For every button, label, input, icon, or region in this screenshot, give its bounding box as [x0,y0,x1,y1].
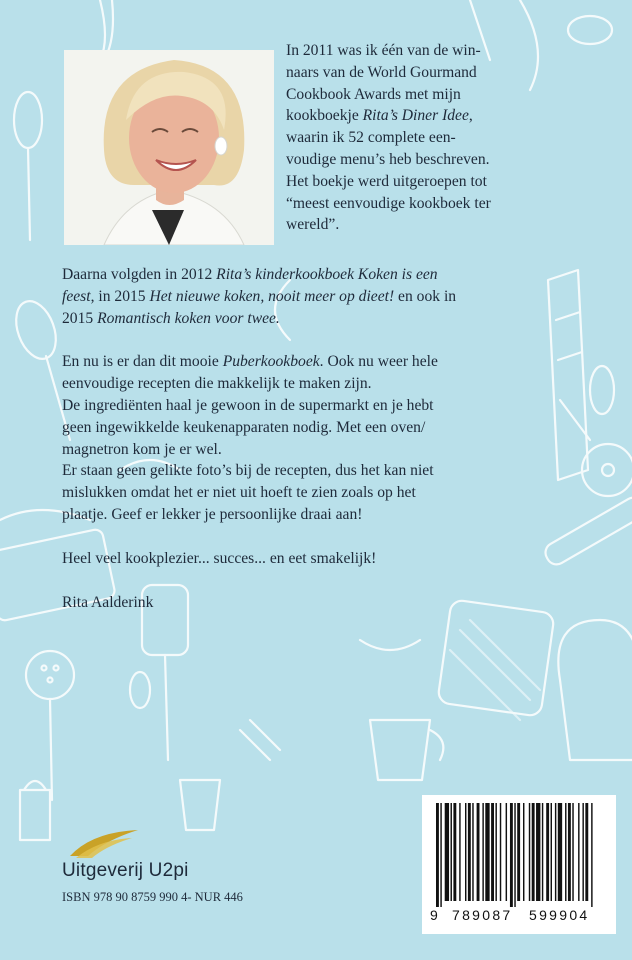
barcode-bar [506,803,507,901]
barcode-bar [459,803,460,901]
body-p2-line: mislukken omdat het er niet uit hoeft te zien zoals op het [62,484,416,502]
barcode-bar [532,803,535,901]
barcode-bar [500,803,501,901]
intro-line: wereld”. [286,216,340,234]
barcode-bar [491,803,494,901]
body-p2-line: magnetron kom je er wel. [62,440,222,458]
author-photo [64,50,274,245]
barcode-bar [440,803,441,907]
barcode-left-group: 789087 [452,907,513,923]
barcode-bar [551,803,552,901]
barcode-bar [591,803,592,907]
publisher-wing-logo [62,826,142,862]
intro-line: waarin ik 52 complete een- [286,129,456,147]
barcode-bar [585,803,588,901]
body-p2-line-1: En nu is er dan dit mooie Puberkookboek. Ook nu weer hele [62,353,438,371]
intro-line: Cookbook Awards met mijn [286,85,461,103]
intro-paragraph [286,40,622,236]
barcode-bar [495,803,496,901]
body-text [62,264,622,613]
intro-line: In 2011 was ik één van de win- [286,42,481,59]
intro-line: kookboekje Rita’s Diner Idee, [286,107,473,125]
intro-line: voudige menu’s heb beschreven. [286,150,490,168]
closing-line: Heel veel kookplezier... succes... en eet smakelijk! [62,549,377,567]
body-p2-line: Er staan geen gelikte foto’s bij de recepten, dus het kan niet [62,462,434,480]
barcode-right-group: 599904 [529,907,590,923]
barcode-bar [542,803,543,901]
barcode-bar [465,803,466,901]
barcode-bar [468,803,471,901]
barcode-bar [477,803,480,901]
barcode-bar [578,803,579,901]
barcode-bar [453,803,456,901]
body-p2-rest [62,373,622,526]
barcode-bar [472,803,473,901]
barcode-bar [485,803,489,901]
barcode-bar [565,803,566,901]
barcode-first-digit: 9 [430,907,439,923]
intro-line: “meest eenvoudige kookboek ter [286,194,491,212]
barcode-bar [514,803,515,907]
intro-line: Het boekje werd uitgeroepen tot [286,172,487,190]
body-p1-line-3: 2015 Romantisch koken voor twee. [62,309,280,327]
body-p2-line: De ingrediënten haal je gewoon in de supermarkt en je hebt [62,396,434,414]
publisher-name: Uitgeverij U2pi [62,860,189,881]
isbn-line: ISBN 978 90 8759 990 4- NUR 446 [62,890,243,904]
barcode-bar [555,803,556,901]
barcode-bar [436,803,439,907]
body-p2-line: geen ingewikkelde keukenapparaten nodig. Met een oven/ [62,418,426,436]
barcode-bar [523,803,524,901]
intro-line: naars van de World Gourmand [286,63,477,81]
barcode-bars [422,795,616,907]
barcode-bar [445,803,449,901]
barcode-bar [536,803,540,901]
barcode-bar [568,803,571,901]
barcode-bar [517,803,520,901]
barcode-bar [572,803,573,901]
barcode-bar [558,803,562,901]
barcode-bar [510,803,513,907]
publisher-logo [62,826,282,886]
body-p1-line-2: feest, in 2015 Het nieuwe koken, nooit meer op dieet! en ook in [62,287,457,305]
barcode-bar [529,803,530,901]
barcode-bar [482,803,483,901]
barcode-bar [451,803,452,901]
body-p1-line-1: Daarna volgden in 2012 Rita’s kinderkookboek Koken is een [62,266,438,283]
barcode-bar [582,803,583,901]
ean-barcode [422,795,616,934]
barcode-bar [546,803,549,901]
body-p2-line: eenvoudige recepten die makkelijk te maken zijn. [62,375,372,393]
signature: Rita Aalderink [62,593,154,611]
body-p2-line: plaatje. Geef er lekker je persoonlijke draai aan! [62,505,363,523]
